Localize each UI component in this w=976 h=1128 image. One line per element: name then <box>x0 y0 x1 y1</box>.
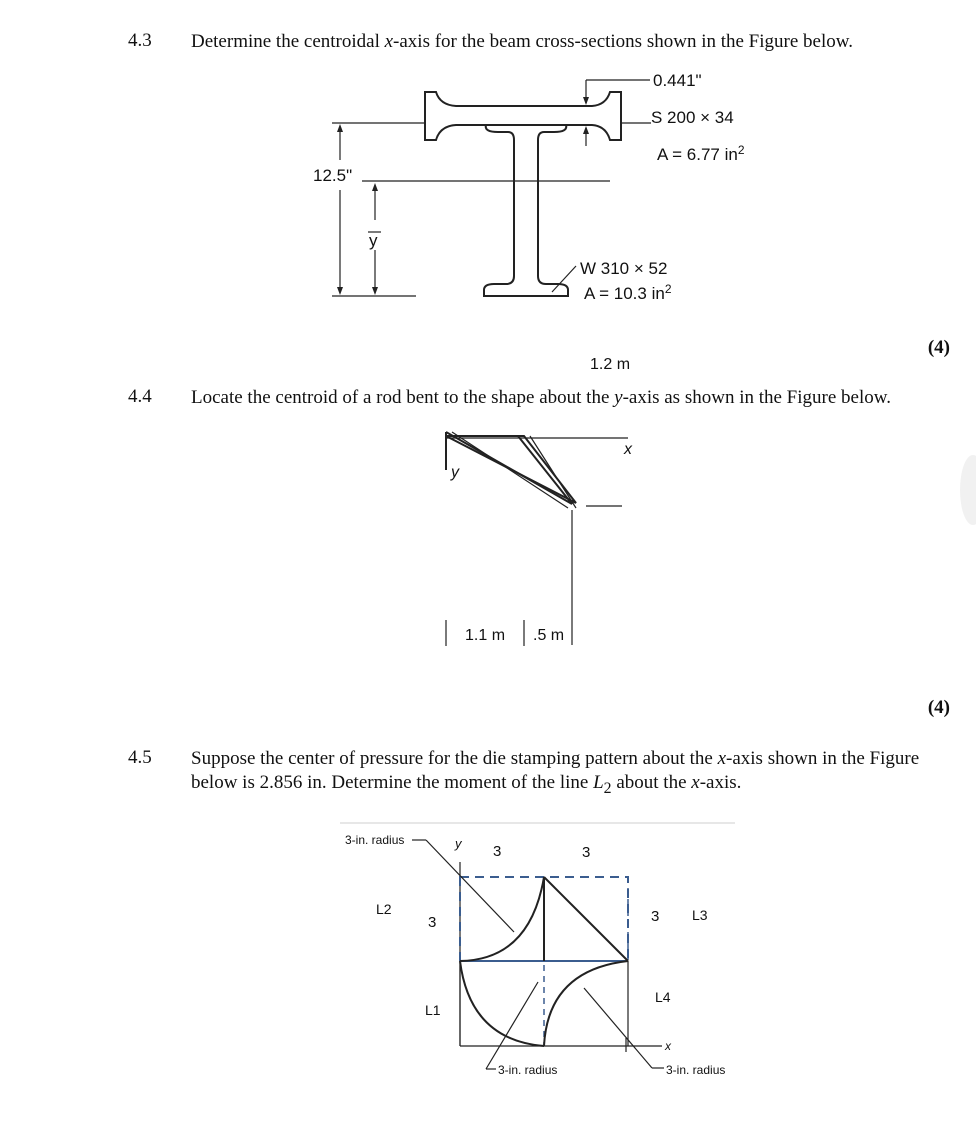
marks-label: (4) <box>927 337 950 358</box>
question-text-variable: y <box>614 387 623 408</box>
arc-lower-right <box>544 961 628 1046</box>
y-axis-label: y <box>451 464 459 481</box>
question-text-part: Suppose the center of pressure for the die stamping pattern about the <box>191 748 718 769</box>
x-axis-label: x <box>665 1039 671 1053</box>
marks-label: (4) <box>927 697 950 718</box>
radius-label: 3-in. radius <box>666 1063 726 1077</box>
question-number: 4.3 <box>128 30 152 51</box>
line-subscript: 2 <box>603 779 612 797</box>
question-text-part: -axis as shown in the Figure below. <box>622 387 891 408</box>
line-label-l4: L4 <box>655 989 671 1005</box>
ybar-label: y <box>369 231 378 250</box>
line-l3 <box>544 877 628 961</box>
dimension-label: 0.441" <box>653 71 702 90</box>
x-axis-label: x <box>624 441 632 458</box>
base-label-2: .5 m <box>533 627 565 644</box>
height-label: 12.5" <box>313 166 353 185</box>
height-label: 1.2 m <box>590 356 631 373</box>
line-label-l2: L2 <box>376 901 392 917</box>
question-text-part: Locate the centroid of a rod bent to the shape about the <box>191 387 615 408</box>
base-label-1: 1.1 m <box>465 627 506 644</box>
dimension-label: 3 <box>428 914 437 931</box>
radius-label: 3-in. radius <box>498 1063 558 1077</box>
question-text-part: Determine the centroidal <box>191 31 385 52</box>
radius-label: 3-in. radius <box>345 833 405 847</box>
dimension-label: 3 <box>651 908 660 925</box>
line-name: L <box>593 772 604 793</box>
dimension-label: 3 <box>582 844 591 861</box>
w-area-text: A = 10.3 in <box>584 284 665 303</box>
arc-lower-left <box>460 961 544 1046</box>
s-area-exponent: 2 <box>737 143 745 157</box>
leader-line <box>584 988 652 1068</box>
question-text-part: about the <box>611 772 692 793</box>
question-number: 4.5 <box>128 747 152 768</box>
s-section-label: S 200 × 34 <box>651 108 734 127</box>
question-text-variable: x <box>691 772 700 793</box>
w-area-exponent: 2 <box>664 282 672 296</box>
s-area-text: A = 6.77 in <box>657 145 738 164</box>
w-section-label: W 310 × 52 <box>580 259 668 278</box>
leader-line <box>486 982 538 1069</box>
question-number: 4.4 <box>128 386 152 407</box>
question-text-variable: x <box>717 748 727 769</box>
line-label-l1: L1 <box>425 1002 441 1018</box>
question-text-part: -axis. <box>699 772 742 793</box>
question-text-variable: x <box>384 31 394 52</box>
y-axis-label: y <box>455 836 462 851</box>
question-text-part: -axis for the beam cross-sections shown in the Figure below. <box>393 31 853 52</box>
dimension-label: 3 <box>493 843 502 860</box>
question-text-part: -axis shown in the Figure below is 2.856 in. Determine the moment of the line <box>191 748 920 793</box>
line-label-l3: L3 <box>692 907 708 923</box>
